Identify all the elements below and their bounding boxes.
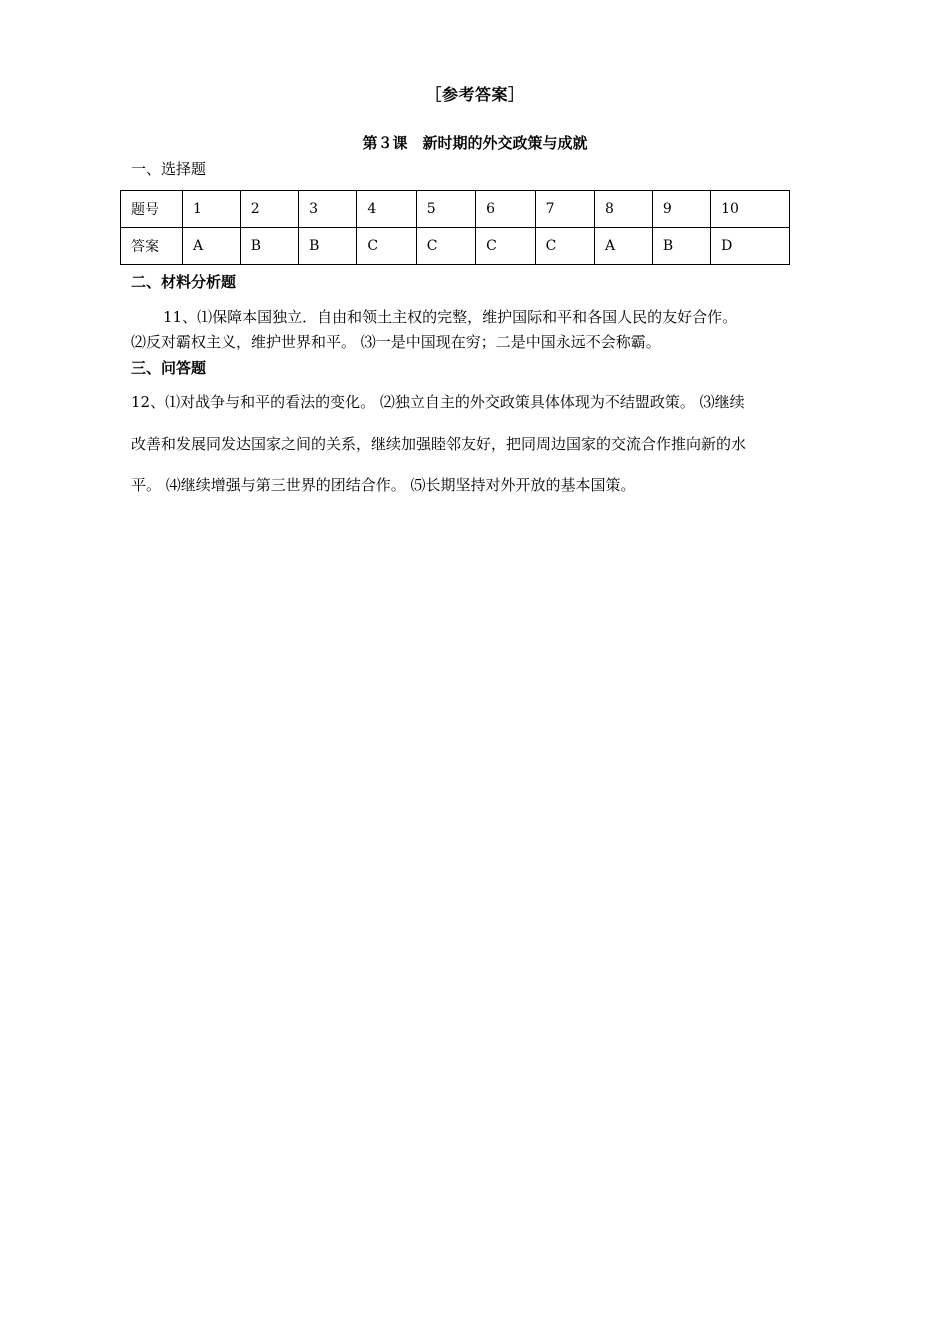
table-row-numbers — [121, 191, 790, 228]
section-heading-qa: 三、问答题 — [131, 359, 207, 377]
answer-cell: B — [240, 228, 298, 265]
answer-cell: D — [711, 228, 790, 265]
question-number-cell: 8 — [595, 191, 653, 228]
answer-cell: C — [535, 228, 594, 265]
answer-cell: C — [476, 228, 535, 265]
answer-cell: A — [183, 228, 241, 265]
question-number-cell: 9 — [652, 191, 710, 228]
answer-cell: C — [357, 228, 416, 265]
answer-key-title: ［参考答案］ — [425, 85, 525, 104]
section-heading-choice: 一、选择题 — [131, 160, 207, 178]
q12-answer-line-1: 12、⑴对战争与和平的看法的变化。 ⑵独立自主的外交政策具体体现为不结盟政策。 ⑶继续 — [131, 393, 745, 411]
q11-answer-line-2: ⑵反对霸权主义，维护世界和平。 ⑶一是中国现在穷；二是中国永远不会称霸。 — [131, 333, 661, 351]
table-row-answers — [121, 228, 790, 265]
q12-answer-line-2: 改善和发展同发达国家之间的关系，继续加强睦邻友好，把同周边国家的交流合作推向新的水 — [131, 435, 747, 453]
q12-answer-line-3: 平。 ⑷继续增强与第三世界的团结合作。 ⑸长期坚持对外开放的基本国策。 — [131, 476, 636, 494]
section-heading-material: 二、材料分析题 — [131, 273, 237, 291]
row-label-answer: 答案 — [121, 228, 183, 265]
answer-cell: B — [652, 228, 710, 265]
answer-cell: A — [595, 228, 653, 265]
question-number-cell: 6 — [476, 191, 535, 228]
answer-table — [120, 190, 790, 265]
question-number-cell: 10 — [711, 191, 790, 228]
q11-answer-line-1: 11、⑴保障本国独立．自由和领土主权的完整，维护国际和平和各国人民的友好合作。 — [163, 308, 738, 326]
question-number-cell: 7 — [535, 191, 594, 228]
row-label-number: 题号 — [121, 191, 183, 228]
lesson-title: 第３课 新时期的外交政策与成就 — [362, 134, 588, 152]
answer-cell: B — [299, 228, 357, 265]
answer-cell: C — [416, 228, 475, 265]
question-number-cell: 4 — [357, 191, 416, 228]
question-number-cell: 2 — [240, 191, 298, 228]
question-number-cell: 1 — [183, 191, 241, 228]
question-number-cell: 5 — [416, 191, 475, 228]
question-number-cell: 3 — [299, 191, 357, 228]
